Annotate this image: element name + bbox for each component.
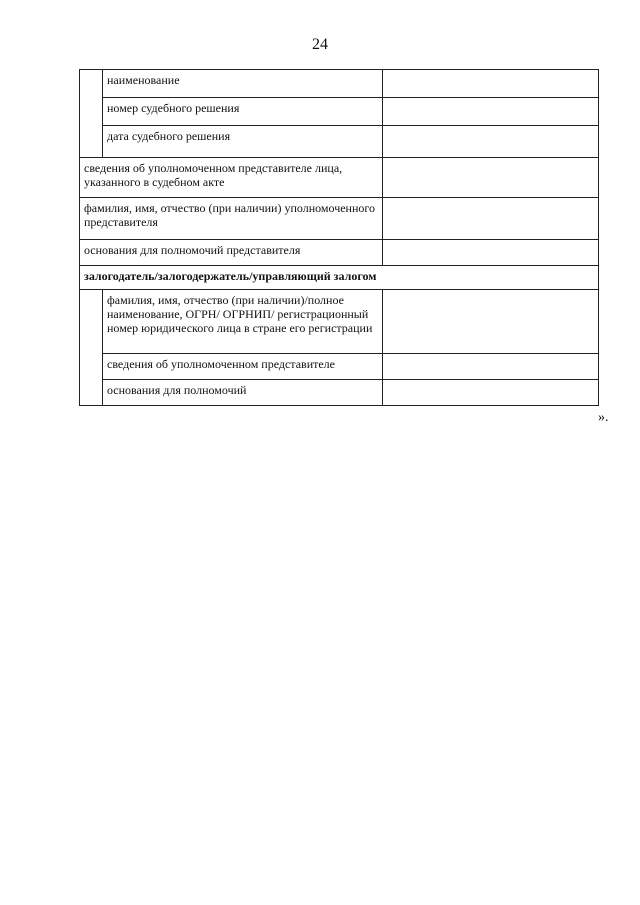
- table-row: [80, 266, 599, 290]
- pledge-basis-value[interactable]: [383, 380, 599, 406]
- rep-name-value[interactable]: [383, 198, 599, 240]
- pledge-basis-label: основания для полномочий: [103, 380, 383, 406]
- table-row: [80, 290, 599, 354]
- rep-info-value[interactable]: [383, 158, 599, 198]
- court-decision-date-value[interactable]: [383, 126, 599, 158]
- closing-quote: ».: [598, 410, 609, 425]
- rep-name-label: фамилия, имя, отчество (при наличии) уполномоченного представителя: [80, 198, 383, 240]
- rep-info-label: сведения об уполномоченном представителе лица, указанного в судебном акте: [80, 158, 383, 198]
- rep-basis-label: основания для полномочий представителя: [80, 240, 383, 266]
- pledge-name-label: фамилия, имя, отчество (при наличии)/полное наименование, ОГРН/ ОГРНИП/ регистрационный номер юридического лица в стране его регистрации: [103, 290, 383, 354]
- table-row: [80, 198, 599, 240]
- court-decision-number-value[interactable]: [383, 98, 599, 126]
- page-number: 24: [312, 36, 328, 53]
- pledge-name-value[interactable]: [383, 290, 599, 354]
- table-row: [80, 126, 599, 158]
- pledge-rep-value[interactable]: [383, 354, 599, 380]
- table-row: [80, 240, 599, 266]
- court-name-value[interactable]: [383, 70, 599, 98]
- form-table: [79, 69, 599, 406]
- indent-cell: [80, 70, 103, 158]
- table-row: [80, 380, 599, 406]
- table-row: [80, 70, 599, 98]
- court-decision-date-label: дата судебного решения: [103, 126, 383, 158]
- rep-basis-value[interactable]: [383, 240, 599, 266]
- table-row: [80, 158, 599, 198]
- indent-cell: [80, 290, 103, 406]
- pledge-rep-label: сведения об уполномоченном представителе: [103, 354, 383, 380]
- pledge-section-header: залогодатель/залогодержатель/управляющий залогом: [80, 266, 599, 290]
- table-row: [80, 98, 599, 126]
- court-name-label: наименование: [103, 70, 383, 98]
- table-row: [80, 354, 599, 380]
- court-decision-number-label: номер судебного решения: [103, 98, 383, 126]
